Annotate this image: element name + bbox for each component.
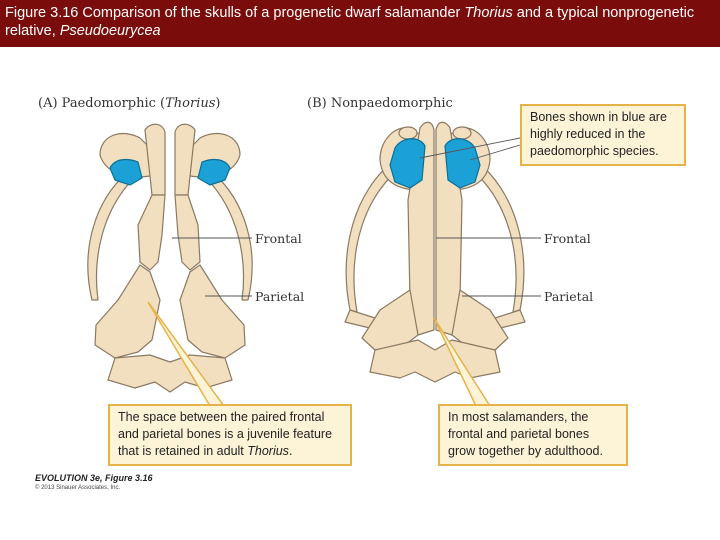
callout-blue-bones: Bones shown in blue are highly reduced in the paedomorphic species. [520, 104, 686, 166]
title-part-1: Figure 3.16 Comparison of the skulls of a progenetic dwarf salamander [5, 5, 465, 21]
title-genus-pseudoeurycea: Pseudoeurycea [59, 23, 161, 39]
label-frontal-a: Frontal [255, 231, 302, 246]
skull-a-maxilla-right [208, 172, 252, 300]
skull-b-pseudoeurycea [345, 122, 525, 382]
callout-grow-together: In most salamanders, the frontal and parietal bones grow together by adulthood. [438, 404, 628, 466]
label-frontal-b: Frontal [544, 231, 591, 246]
skull-a-premaxilla-left [145, 124, 165, 195]
title-part-2: and a typical nonprogenetic relative, [5, 5, 695, 39]
callout-space-genus: Thorius [247, 444, 289, 458]
callout-space-thorius [108, 404, 352, 466]
skull-b-occipital [370, 340, 500, 382]
callout-space-text: The space between the paired frontal and parietal bones is a juvenile feature that is retained in adult [118, 410, 333, 458]
label-parietal-b: Parietal [544, 289, 594, 304]
skull-a-reduced-bone-right [198, 160, 230, 185]
skull-a-parietal-left [95, 265, 160, 358]
panel-label-b: (B) Nonpaedomorphic [307, 96, 453, 111]
skull-a-frontal-right [175, 195, 200, 270]
skull-a-thorius [88, 124, 252, 392]
panel-a-prefix: (A) Paedomorphic ( [38, 96, 166, 111]
credit-copyright: © 2013 Sinauer Associates, Inc. [35, 485, 121, 491]
skull-b-ring-left [399, 127, 417, 139]
panel-label-a [38, 96, 221, 111]
panel-a-genus: Thorius [165, 96, 216, 111]
label-parietal-a: Parietal [255, 289, 305, 304]
callout-space-end: . [288, 444, 293, 458]
skull-a-reduced-bone-left [110, 160, 142, 185]
skull-a-premaxilla-right [175, 124, 195, 195]
skull-a-frontal-left [138, 195, 165, 270]
skull-b-ring-right [453, 127, 471, 139]
skull-a-occipital [108, 355, 232, 392]
skull-a-maxilla-left [88, 172, 132, 300]
skull-a-parietal-right [180, 265, 245, 358]
credit-title: EVOLUTION 3e, Figure 3.16 [35, 473, 153, 483]
panel-a-suffix: ) [215, 96, 221, 111]
title-genus-thorius: Thorius [464, 5, 513, 21]
